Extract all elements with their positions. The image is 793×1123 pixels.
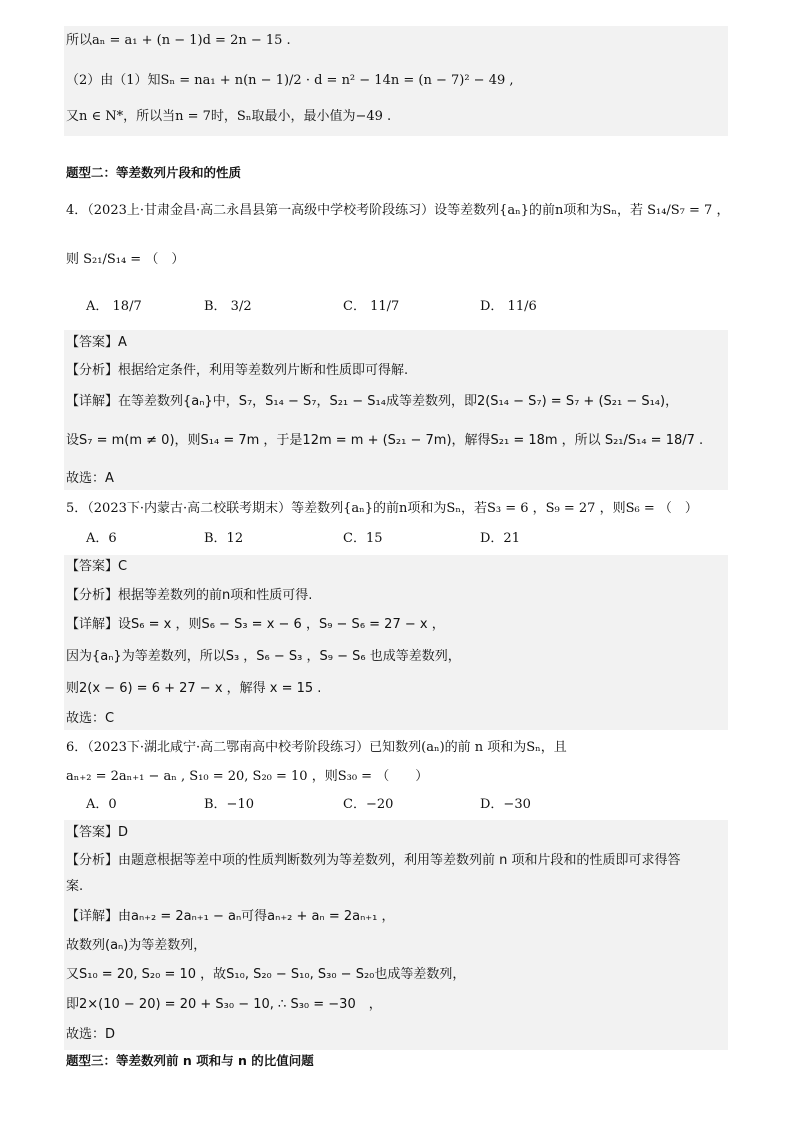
choice-line: 故选：A bbox=[66, 471, 114, 486]
choice-line: 故选：D bbox=[66, 1027, 116, 1042]
option-d: D．21 bbox=[480, 531, 520, 546]
question-stem: aₙ₊₂ = 2aₙ₊₁ − aₙ , S₁₀ = 20, S₂₀ = 10 ，则S₃₀ = （ ） bbox=[66, 769, 429, 784]
question-stem: 5．（2023下·内蒙古·高二校联考期末）等差数列{aₙ}的前n项和为Sₙ，若S₃ = 6 ，S₉ = 27 ，则S₆ = （ ） bbox=[66, 501, 698, 516]
detail-line: 【详解】由aₙ₊₂ = 2aₙ₊₁ − aₙ可得aₙ₊₂ + aₙ = 2aₙ₊₁ ， bbox=[66, 909, 395, 924]
detail-line: 设S₇ = m(m ≠ 0)，则S₁₄ = 7m ，于是12m = m + (S₂₁ − 7m)，解得S₂₁ = 18m ，所以 S₂₁/S₁₄ = 18/7 . bbox=[66, 433, 704, 448]
section-heading: 题型二：等差数列片段和的性质 bbox=[66, 165, 242, 180]
option-b: B． 3/2 bbox=[204, 299, 252, 314]
answer-line: 【答案】A bbox=[66, 335, 127, 350]
question-stem: 6．（2023下·湖北咸宁·高二鄂南高中校考阶段练习）已知数列(aₙ)的前 n 项和为Sₙ，且 bbox=[66, 740, 567, 755]
analysis-line: 【分析】根据给定条件，利用等差数列片断和性质即可得解. bbox=[66, 363, 409, 378]
detail-line: 即2×(10 − 20) = 20 + S₃₀ − 10, ∴ S₃₀ = −30 ， bbox=[66, 997, 382, 1012]
option-a: A． 18/7 bbox=[86, 299, 142, 314]
option-c: C． 11/7 bbox=[343, 299, 400, 314]
analysis-line: 【分析】根据等差数列的前n项和性质可得. bbox=[66, 588, 313, 603]
option-b: B．12 bbox=[204, 531, 244, 546]
answer-line: 【答案】C bbox=[66, 559, 128, 574]
detail-line: 又S₁₀ = 20, S₂₀ = 10 ，故S₁₀, S₂₀ − S₁₀, S₃₀ − S₂₀也成等差数列， bbox=[66, 967, 466, 982]
section-heading: 题型三：等差数列前 n 项和与 n 的比值问题 bbox=[66, 1053, 314, 1068]
option-d: D．−30 bbox=[480, 797, 531, 812]
detail-line: 【详解】在等差数列{aₙ}中，S₇，S₁₄ − S₇，S₂₁ − S₁₄成等差数列，即2(S₁₄ − S₇) = S₇ + (S₂₁ − S₁₄)， bbox=[66, 394, 679, 409]
option-d: D． 11/6 bbox=[480, 299, 537, 314]
option-c: C．−20 bbox=[343, 797, 394, 812]
detail-line: 【详解】设S₆ = x ，则S₆ − S₃ = x − 6 ，S₉ − S₆ = 27 − x ， bbox=[66, 617, 445, 632]
answer-line: 【答案】D bbox=[66, 825, 129, 840]
option-b: B．−10 bbox=[204, 797, 254, 812]
option-a: A．0 bbox=[86, 797, 117, 812]
solution-line: （2）由（1）知Sₙ = na₁ + n(n − 1)/2 · d = n² − 14n = (n − 7)² − 49 , bbox=[66, 73, 514, 88]
detail-line: 因为{aₙ}为等差数列，所以S₃ ，S₆ − S₃ ，S₉ − S₆ 也成等差数列， bbox=[66, 649, 461, 664]
analysis-line: 【分析】由题意根据等差中项的性质判断数列为等差数列，利用等差数列前 n 项和片段和的性质即可求得答 bbox=[66, 853, 681, 868]
solution-block-q5 bbox=[64, 555, 728, 730]
choice-line: 故选：C bbox=[66, 711, 115, 726]
option-a: A．6 bbox=[86, 531, 117, 546]
solution-line: 又n ∈ N*，所以当n = 7时，Sₙ取最小，最小值为−49 . bbox=[66, 109, 392, 124]
analysis-line: 案. bbox=[66, 879, 84, 894]
question-stem: 4．（2023上·甘肃金昌·高二永昌县第一高级中学校考阶段练习）设等差数列{aₙ}的前n项和为Sₙ，若 S₁₄/S₇ = 7 ， bbox=[66, 203, 730, 218]
detail-line: 则2(x − 6) = 6 + 27 − x ，解得 x = 15 . bbox=[66, 681, 322, 696]
solution-line: 所以aₙ = a₁ + (n − 1)d = 2n − 15 . bbox=[66, 33, 291, 48]
detail-line: 故数列(aₙ)为等差数列， bbox=[66, 938, 207, 953]
option-c: C．15 bbox=[343, 531, 383, 546]
question-stem: 则 S₂₁/S₁₄ = （ ） bbox=[66, 252, 185, 267]
